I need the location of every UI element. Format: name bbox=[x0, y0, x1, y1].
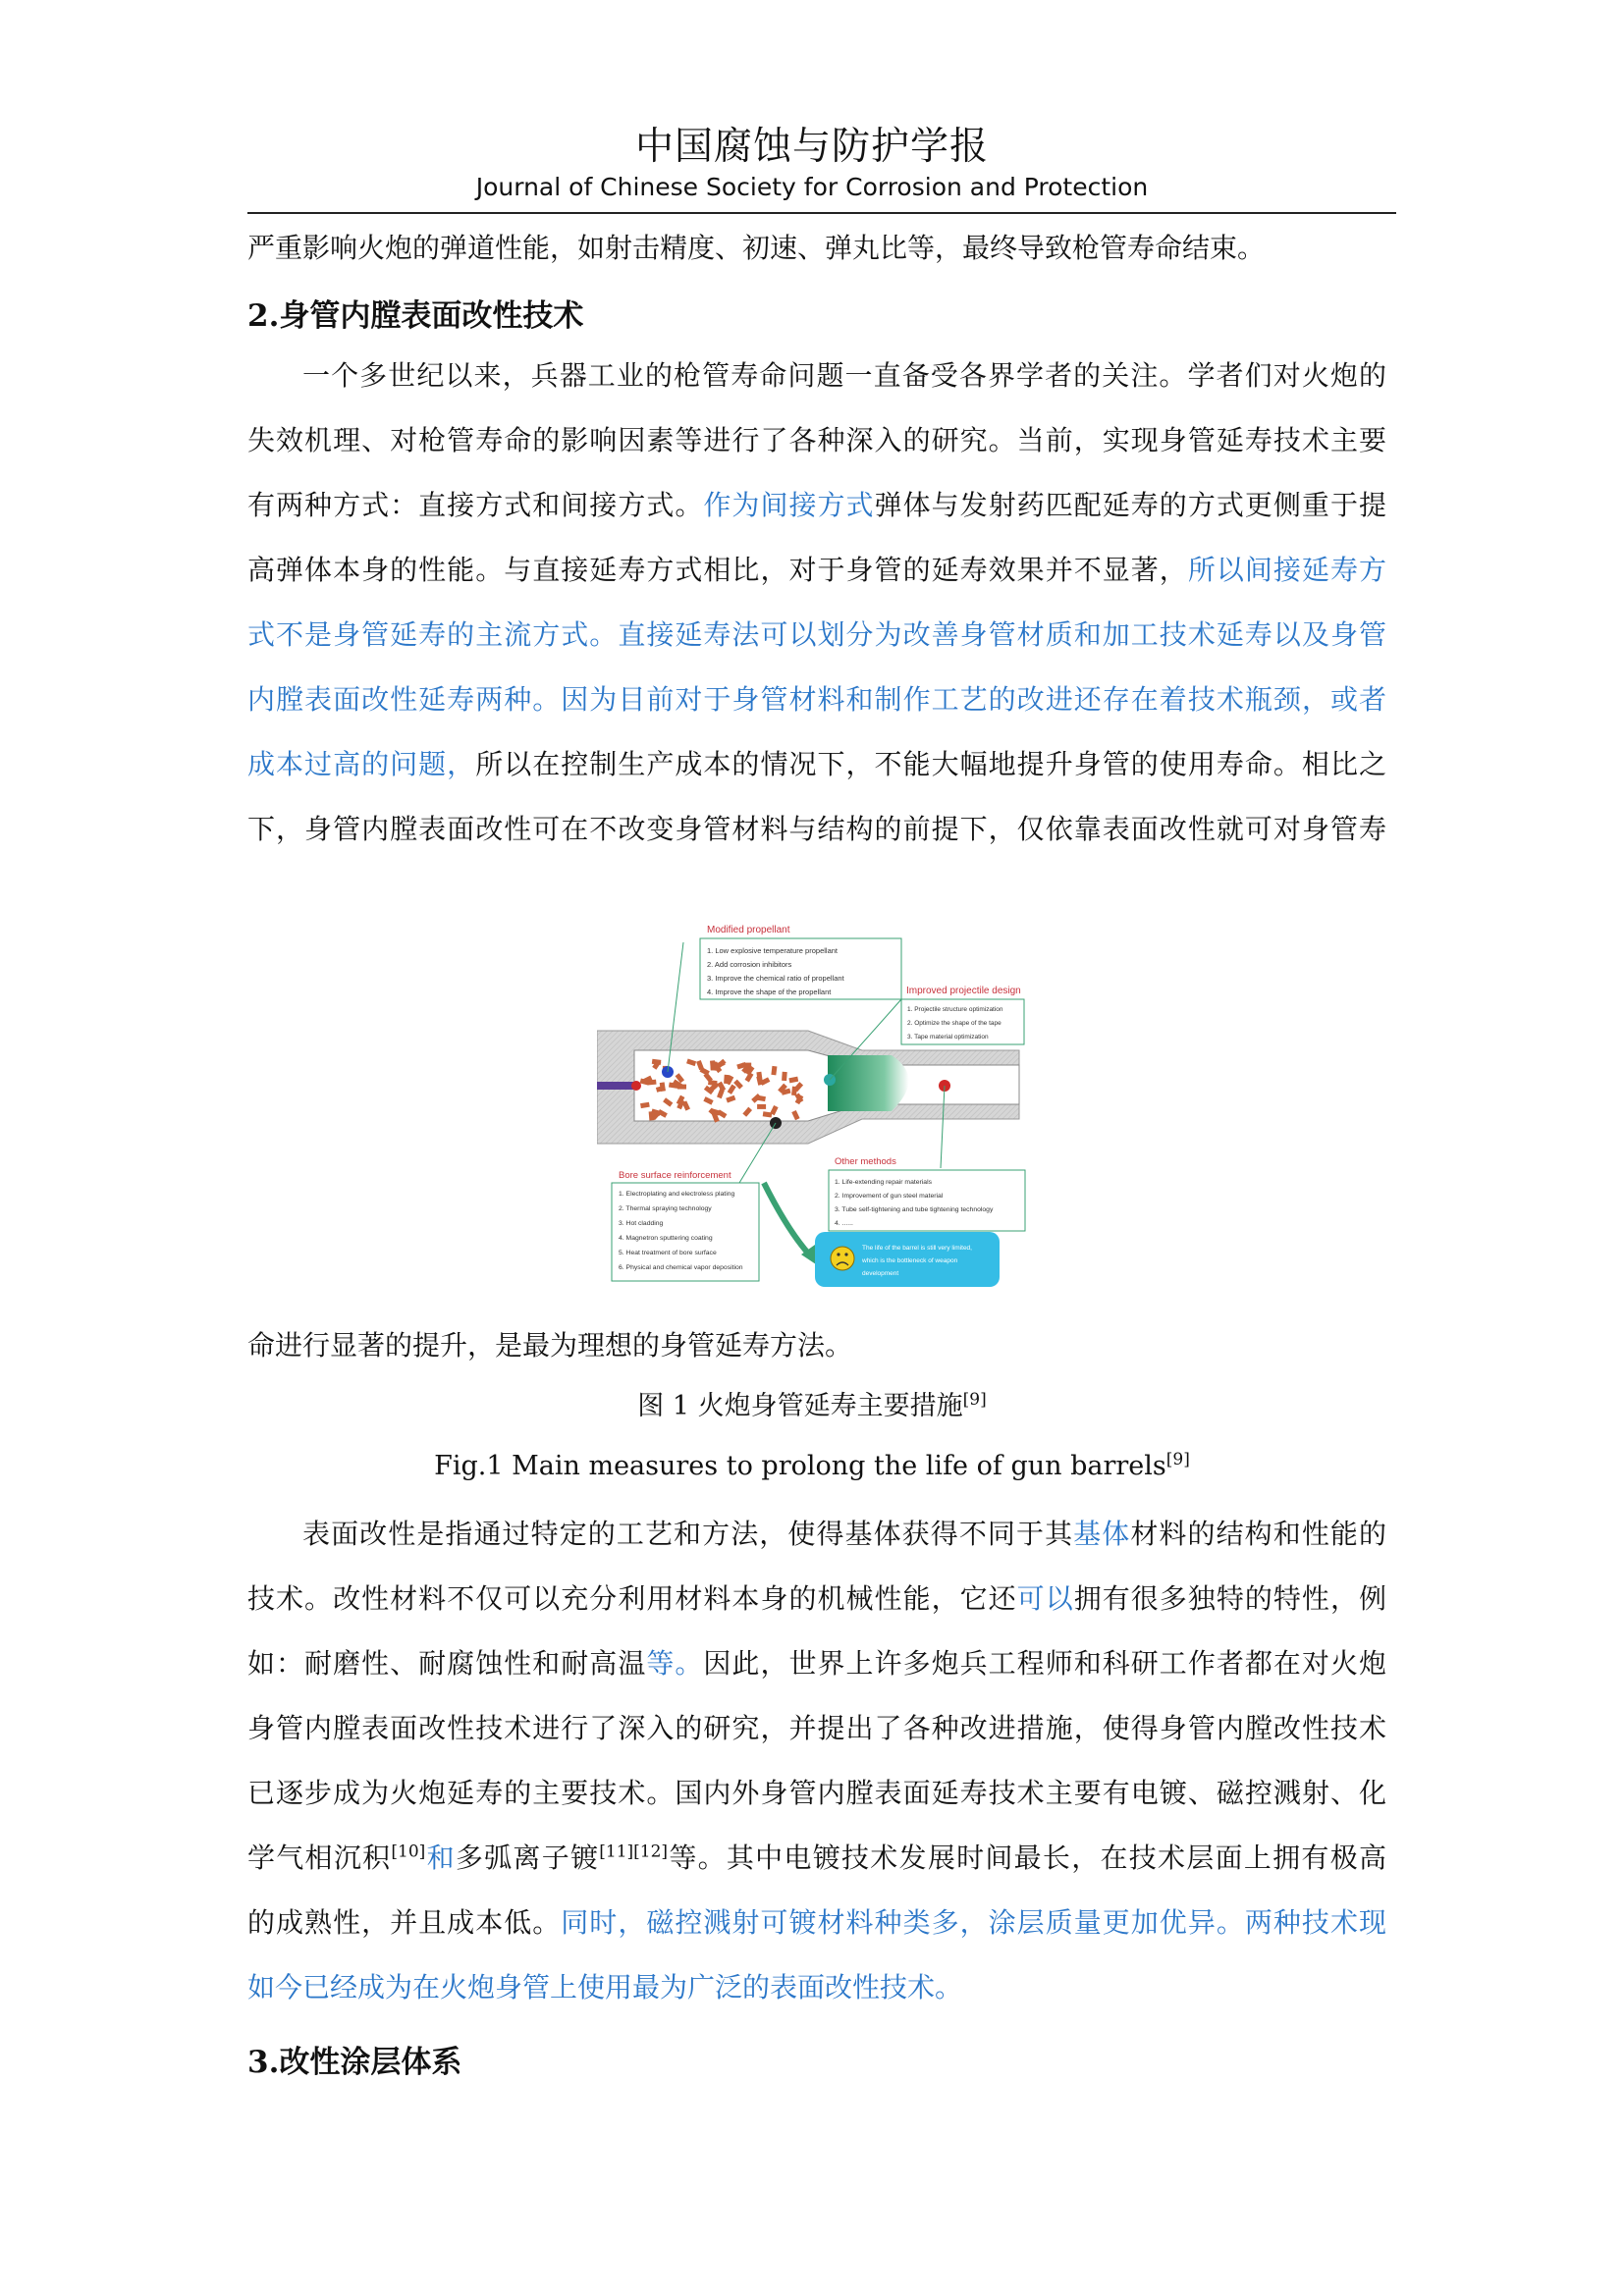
text-span: 因此，世界上许多炮兵工程师和科研工作者都在对火炮 bbox=[703, 1647, 1386, 1680]
text-line: 严重影响火炮的弹道性能，如射击精度、初速、弹丸比等，最终导致枪管寿命结束。 bbox=[247, 232, 1266, 264]
text-span: 所以在控制生产成本的情况下，不能大幅地提升身管的使用寿命。相比之 bbox=[475, 748, 1386, 780]
other-item: 4. ...... bbox=[835, 1220, 853, 1227]
propellant-grain bbox=[782, 1072, 787, 1081]
propellant-item: 1. Low explosive temperature propellant bbox=[707, 946, 838, 955]
text-span: 的成熟性，并且成本低。 bbox=[247, 1906, 562, 1939]
journal-title-cn: 中国腐蚀与防护学报 bbox=[634, 125, 989, 169]
propellant-grain bbox=[724, 1075, 730, 1084]
citation-ref: [9] bbox=[1165, 1450, 1190, 1469]
text-line bbox=[247, 473, 1386, 538]
text-line bbox=[247, 1502, 1386, 1567]
highlight-span: 基体 bbox=[1073, 1518, 1131, 1550]
highlight-span: 作为间接方式 bbox=[703, 489, 875, 521]
text-line bbox=[247, 1631, 1386, 1696]
bore-item: 5. Heat treatment of bore surface bbox=[619, 1250, 717, 1256]
text-span: 拥有很多独特的特性，例 bbox=[1073, 1582, 1386, 1615]
highlight-span: 和 bbox=[425, 1842, 456, 1874]
highlight-span: 同时，磁控溅射可镀材料种类多，涂层质量更加优异。两种技术现 bbox=[561, 1906, 1386, 1939]
propellant-grain bbox=[791, 1087, 797, 1095]
caption-text: 图 1 火炮身管延寿主要措施 bbox=[637, 1391, 963, 1421]
text-line: 内膛表面改性延寿两种。因为目前对于身管材料和制作工艺的改进还存在着技术瓶颈，或者 bbox=[247, 683, 1386, 716]
breech-rod bbox=[597, 1082, 634, 1090]
arrow-curve bbox=[764, 1183, 811, 1256]
projectile-title: Improved projectile design bbox=[906, 986, 1021, 996]
gun-barrel-diagram bbox=[597, 913, 1039, 1306]
other-item: 1. Life-extending repair materials bbox=[835, 1179, 932, 1186]
projectile-item: 1. Projectile structure optimization bbox=[907, 1006, 1003, 1013]
note-line: development bbox=[862, 1270, 899, 1277]
text-line: 下，身管内膛表面改性可在不改变身管材料与结构的前提下，仅依靠表面改性就可对身管寿 bbox=[247, 813, 1386, 845]
highlight-span: 所以间接延寿方 bbox=[1187, 554, 1386, 586]
citation-ref: [11][12] bbox=[599, 1842, 669, 1862]
caption-text: Fig.1 Main measures to prolong the life of gun barrels bbox=[434, 1451, 1166, 1481]
figure-1 bbox=[597, 913, 1039, 1306]
bore-title: Bore surface reinforcement bbox=[619, 1170, 731, 1181]
text-span: 表面改性是指通过特定的工艺和方法，使得基体获得不同于其 bbox=[302, 1518, 1074, 1550]
text-line: 身管内膛表面改性技术进行了深入的研究，并提出了各种改进措施，使得身管内膛改性技术 bbox=[247, 1712, 1386, 1744]
highlight-span: 等。 bbox=[646, 1647, 704, 1680]
text-span: 有两种方式：直接方式和间接方式。 bbox=[247, 489, 704, 521]
propellant-grain bbox=[757, 1104, 766, 1109]
propellant-title: Modified propellant bbox=[707, 925, 790, 935]
other-item: 3. Tube self-tightening and tube tightening technology bbox=[835, 1206, 994, 1213]
paragraph-1 bbox=[247, 344, 1386, 862]
section-heading-2: 2.身管内膛表面改性技术 bbox=[247, 298, 584, 334]
propellant-item: 2. Add corrosion inhibitors bbox=[707, 960, 792, 969]
text-span: 如：耐磨性、耐腐蚀性和耐高温 bbox=[247, 1647, 647, 1680]
other-item: 2. Improvement of gun steel material bbox=[835, 1193, 944, 1200]
citation-ref: [10] bbox=[391, 1842, 426, 1862]
paragraph-continued bbox=[247, 216, 1386, 281]
propellant-item: 4. Improve the shape of the propellant bbox=[707, 988, 832, 996]
text-span: 学气相沉积 bbox=[247, 1842, 392, 1874]
sad-face-eye bbox=[837, 1253, 839, 1255]
text-line: 一个多世纪以来，兵器工业的枪管寿命问题一直备受各界学者的关注。学者们对火炮的 bbox=[302, 359, 1386, 392]
text-line bbox=[247, 1826, 1386, 1891]
highlight-span: 可以 bbox=[1016, 1582, 1074, 1615]
paragraph-2 bbox=[247, 1502, 1386, 2020]
citation-ref: [9] bbox=[962, 1390, 987, 1410]
text-line: 命进行显著的提升，是最为理想的身管延寿方法。 bbox=[247, 1329, 853, 1362]
bore-item: 2. Thermal spraying technology bbox=[619, 1205, 712, 1212]
sad-face-eye bbox=[844, 1253, 847, 1255]
note-line: which is the bottleneck of weapon bbox=[862, 1257, 958, 1264]
journal-title-en: Journal of Chinese Society for Corrosion and Protection bbox=[475, 173, 1149, 201]
figure-caption-en bbox=[0, 1451, 1624, 1481]
propellant-grain bbox=[710, 1060, 716, 1069]
text-span: 多弧离子镀 bbox=[455, 1842, 600, 1874]
bore-item: 6. Physical and chemical vapor deposition bbox=[619, 1264, 743, 1271]
sad-face-icon bbox=[831, 1247, 854, 1270]
note-line: The life of the barrel is still very limited, bbox=[862, 1245, 972, 1252]
text-line bbox=[247, 538, 1386, 603]
paragraph-1-end bbox=[247, 1313, 1386, 1378]
text-span: 技术。改性材料不仅可以充分利用材料本身的机械性能，它还 bbox=[247, 1582, 1017, 1615]
bore-item: 4. Magnetron sputtering coating bbox=[619, 1235, 713, 1242]
text-line bbox=[247, 1891, 1386, 1955]
text-span: 高弹体本身的性能。与直接延寿方式相比，对于身管的延寿效果并不显著， bbox=[247, 554, 1188, 586]
projectile-item: 2. Optimize the shape of the tape bbox=[907, 1020, 1001, 1027]
propellant-grain bbox=[647, 1080, 656, 1086]
text-line: 失效机理、对枪管寿命的影响因素等进行了各种深入的研究。当前，实现身管延寿技术主要 bbox=[247, 424, 1386, 456]
figure-caption-cn bbox=[0, 1384, 1624, 1422]
other-title: Other methods bbox=[835, 1156, 896, 1167]
breech-marker bbox=[631, 1081, 641, 1091]
projectile bbox=[828, 1055, 909, 1111]
bore-item: 1. Electroplating and electroless plating bbox=[619, 1191, 735, 1198]
text-line: 已逐步成为火炮延寿的主要技术。国内外身管内膛表面延寿技术主要有电镀、磁控溅射、化 bbox=[247, 1777, 1386, 1809]
text-span: 材料的结构和性能的 bbox=[1130, 1518, 1386, 1550]
text-line bbox=[247, 732, 1386, 797]
text-span: 弹体与发射药匹配延寿的方式更侧重于提 bbox=[874, 489, 1386, 521]
projectile-item: 3. Tape material optimization bbox=[907, 1034, 989, 1041]
bore-item: 3. Hot cladding bbox=[619, 1220, 664, 1227]
text-line: 如今已经成为在火炮身管上使用最为广泛的表面改性技术。 bbox=[247, 1971, 963, 2003]
header-rule bbox=[247, 212, 1396, 214]
highlight-span: 成本过高的问题， bbox=[247, 748, 476, 780]
text-span: 等。其中电镀技术发展时间最长，在技术层面上拥有极高 bbox=[668, 1842, 1386, 1874]
section-heading-3: 3.改性涂层体系 bbox=[247, 2045, 462, 2080]
text-line bbox=[247, 1567, 1386, 1631]
text-line: 式不是身管延寿的主流方式。直接延寿法可以划分为改善身管材质和加工技术延寿以及身管 bbox=[247, 618, 1386, 651]
propellant-item: 3. Improve the chemical ratio of propellant bbox=[707, 974, 844, 983]
